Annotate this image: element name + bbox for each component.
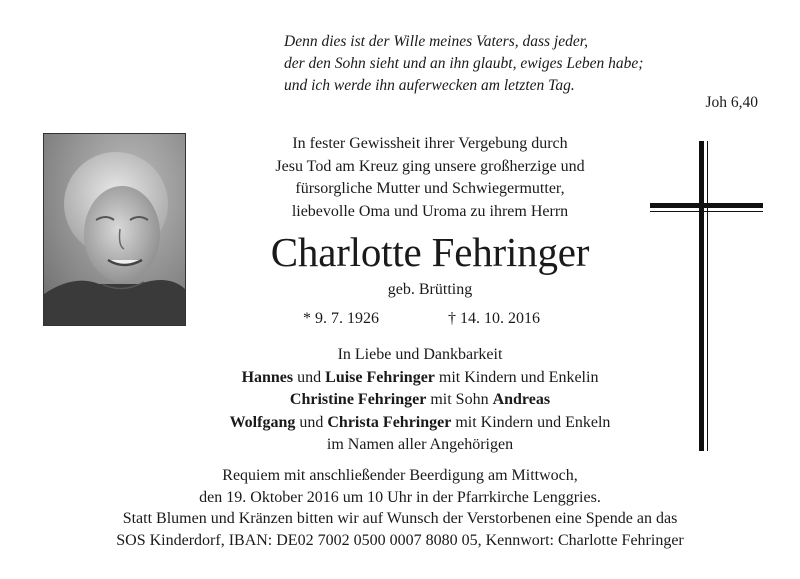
connector-text: mit Kindern und Enkeln [451,413,611,431]
death-date: † 14. 10. 2016 [448,310,540,327]
mourner-name: Wolfgang [229,413,296,431]
mourner-line [120,367,720,390]
maiden-name: geb. Brütting [387,281,473,298]
connector-text: und [295,413,328,431]
intro-line: In fester Gewissheit ihrer Vergebung durch [292,135,568,152]
mourners-closing: im Namen aller Angehörigen [326,436,514,453]
mourner-name: Christa Fehringer [327,413,452,431]
mourners-intro: In Liebe und Dankbarkeit [337,346,503,363]
service-line: SOS Kinderdorf, IBAN: DE02 7002 0500 0007 8080 05, Kennwort: Charlotte Fehringer [116,531,684,549]
intro-line: Jesu Tod am Kreuz ging unsere großherzige und [275,157,585,175]
cross-vertical-bar [699,141,704,451]
connector-text: mit Sohn [426,391,493,408]
mourner-name: Luise Fehringer [325,368,435,386]
portrait-image [44,134,185,325]
quote-line: und ich werde ihn auferwecken am letzten Tag. [284,77,575,94]
mourner-name: Hannes [241,368,294,386]
intro-line: liebevolle Oma und Uroma zu ihrem Herrn [291,202,569,220]
mourner-name: Christine Fehringer [289,391,427,408]
cross-vertical-line [707,141,708,451]
portrait-photo [43,133,186,326]
service-info [20,465,780,551]
service-line: den 19. Oktober 2016 um 10 Uhr in der Pfarrkirche Lenggries. [199,488,601,506]
birth-date: * 9. 7. 1926 [303,310,379,327]
deceased-name: Charlotte Fehringer [270,229,590,275]
connector-text: und [293,368,326,386]
mourners-block [120,344,720,457]
service-line: Statt Blumen und Kränzen bitten wir auf Wunsch der Verstorbenen eine Spende an das [122,510,678,527]
cross-horizontal-bar [650,203,763,208]
quote-line: der den Sohn sieht und an ihn glaubt, ewiges Leben habe; [284,55,644,72]
quote-line: Denn dies ist der Wille meines Vaters, dass jeder, [284,33,588,50]
bible-quote [284,31,784,97]
verse-reference: Joh 6,40 [705,94,758,111]
cross-horizontal-line [650,211,763,212]
mourner-line [120,412,720,435]
intro-line: fürsorgliche Mutter und Schwiegermutter, [295,180,565,197]
mourner-line [120,389,720,412]
mourner-name: Andreas [492,391,551,408]
announcement-text [200,133,660,223]
service-line: Requiem mit anschließender Beerdigung am Mittwoch, [222,467,578,484]
connector-text: mit Kindern und Enkelin [434,368,599,386]
